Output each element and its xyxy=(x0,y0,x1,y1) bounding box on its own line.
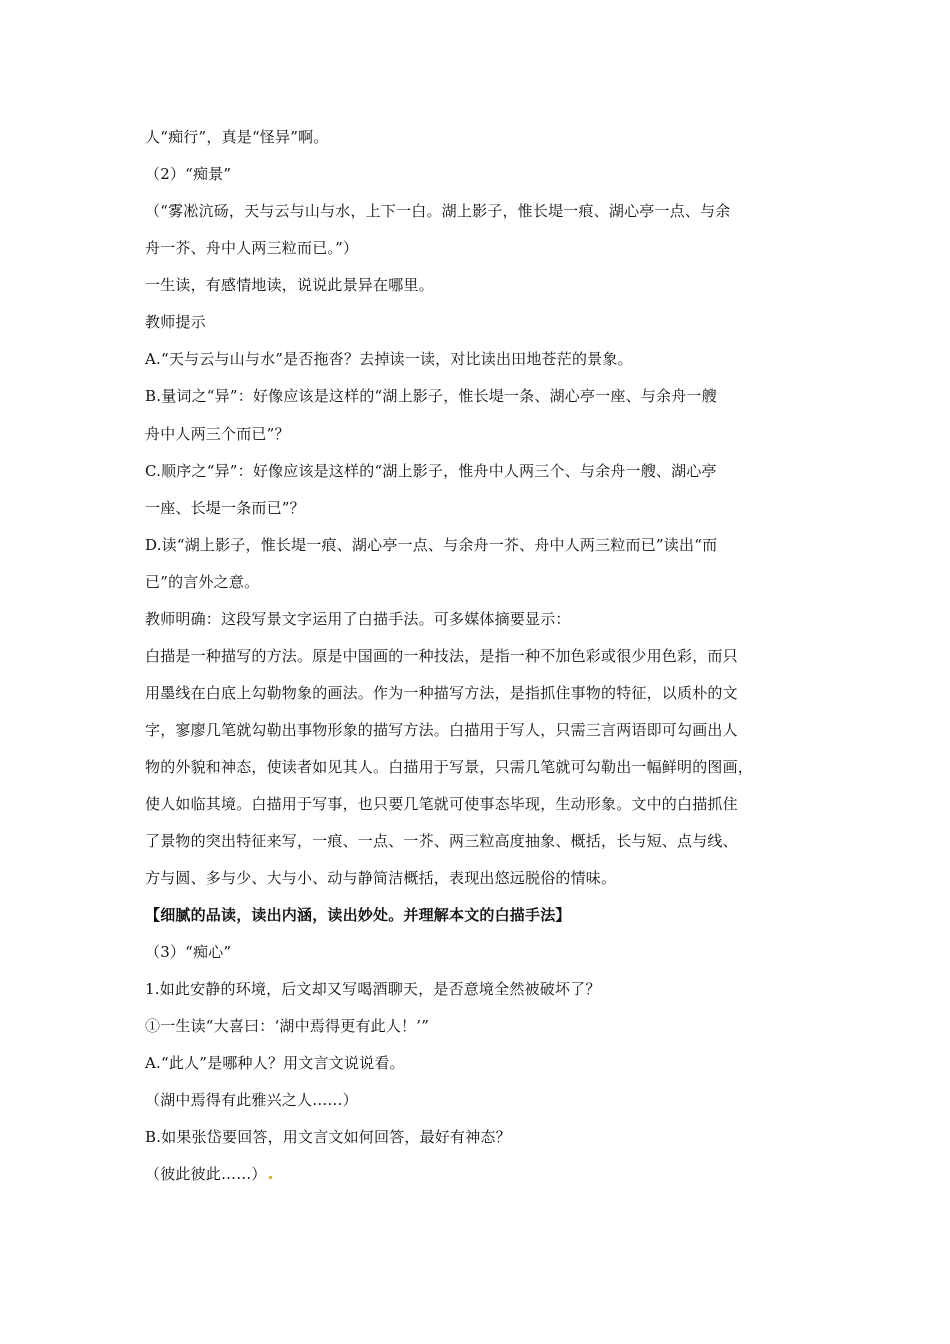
text-line-1: 人“痴行”，真是“怪异”啊。 xyxy=(145,128,329,146)
text-line-14: 教师明确：这段写景文字运用了白描手法。可多媒体摘要显示： xyxy=(145,610,571,628)
text-line-2: （2）“痴景” xyxy=(145,165,232,183)
text-line-19: 使人如临其境。白描用于写事，也只要几笔就可使事态毕现，生动形象。文中的白描抓住 xyxy=(145,795,738,813)
text-line-5: 一生读，有感情地读，说说此景异在哪里。 xyxy=(145,276,434,294)
text-line-3: （“雾凇沆砀，天与云与山与水，上下一白。湖上影子，惟长堤一痕、湖心亭一点、与余 xyxy=(145,202,731,220)
text-line-20: 了景物的突出特征来写，一痕、一点、一芥、两三粒高度抽象、概括，长与短、点与线、 xyxy=(145,832,738,850)
text-line-26: A.“此人”是哪种人？用文言文说说看。 xyxy=(145,1054,405,1072)
text-line-17: 字，寥廖几笔就勾勒出事物形象的描写方法。白描用于写人，只需三言两语即可勾画出人 xyxy=(145,721,738,739)
text-line-28: B.如果张岱要回答，用文言文如何回答，最好有神态？ xyxy=(145,1128,511,1146)
text-line-23: （3）“痴心” xyxy=(145,943,232,961)
text-line-4: 舟一芥、舟中人两三粒而已。”） xyxy=(145,239,359,257)
text-line-18: 物的外貌和神态，使读者如见其人。白描用于写景，只需几笔就可勾勒出一幅鲜明的图画， xyxy=(145,758,754,776)
text-line-9: 舟中人两三个而已”？ xyxy=(145,425,290,443)
text-line-22-heading: 【细腻的品读，读出内涵，读出妙处。并理解本文的白描手法】 xyxy=(145,906,571,924)
text-line-29: （彼此彼此……） xyxy=(145,1165,267,1183)
text-line-7: A.“天与云与山与水”是否拖沓？去掉读一读，对比读出田地苍茫的景象。 xyxy=(145,350,633,368)
text-line-6: 教师提示 xyxy=(145,313,206,331)
text-line-29-wrapper xyxy=(145,1164,272,1184)
text-line-21: 方与圆、多与少、大与小、动与静简洁概括，表现出悠远脱俗的情味。 xyxy=(145,869,617,887)
text-line-15: 白描是一种描写的方法。原是中国画的一种技法，是指一种不加色彩或很少用色彩，而只 xyxy=(145,647,738,665)
text-line-25: ①一生读“大喜曰：‘湖中焉得更有此人！’” xyxy=(145,1017,430,1035)
text-line-13: 已”的言外之意。 xyxy=(145,573,260,591)
text-line-27: （湖中焉得有此雅兴之人……） xyxy=(145,1091,358,1109)
text-line-8: B.量词之“异”：好像应该是这样的“湖上影子，惟长堤一条、湖心亭一座、与余舟一艘 xyxy=(145,387,717,405)
annotation-mark xyxy=(269,1176,272,1179)
text-line-12: D.读“湖上影子，惟长堤一痕、湖心亭一点、与余舟一芥、舟中人两三粒而已”读出“而 xyxy=(145,536,718,554)
text-line-24: 1.如此安静的环境，后文却又写喝酒聊天，是否意境全然被破坏了？ xyxy=(145,980,601,998)
text-line-11: 一座、长堤一条而已”？ xyxy=(145,499,305,517)
text-line-10: C.顺序之“异”：好像应该是这样的“湖上影子，惟舟中人两三个、与余舟一艘、湖心亭 xyxy=(145,462,717,480)
text-line-16: 用墨线在白底上勾勒物象的画法。作为一种描写方法，是指抓住事物的特征，以质朴的文 xyxy=(145,684,738,702)
